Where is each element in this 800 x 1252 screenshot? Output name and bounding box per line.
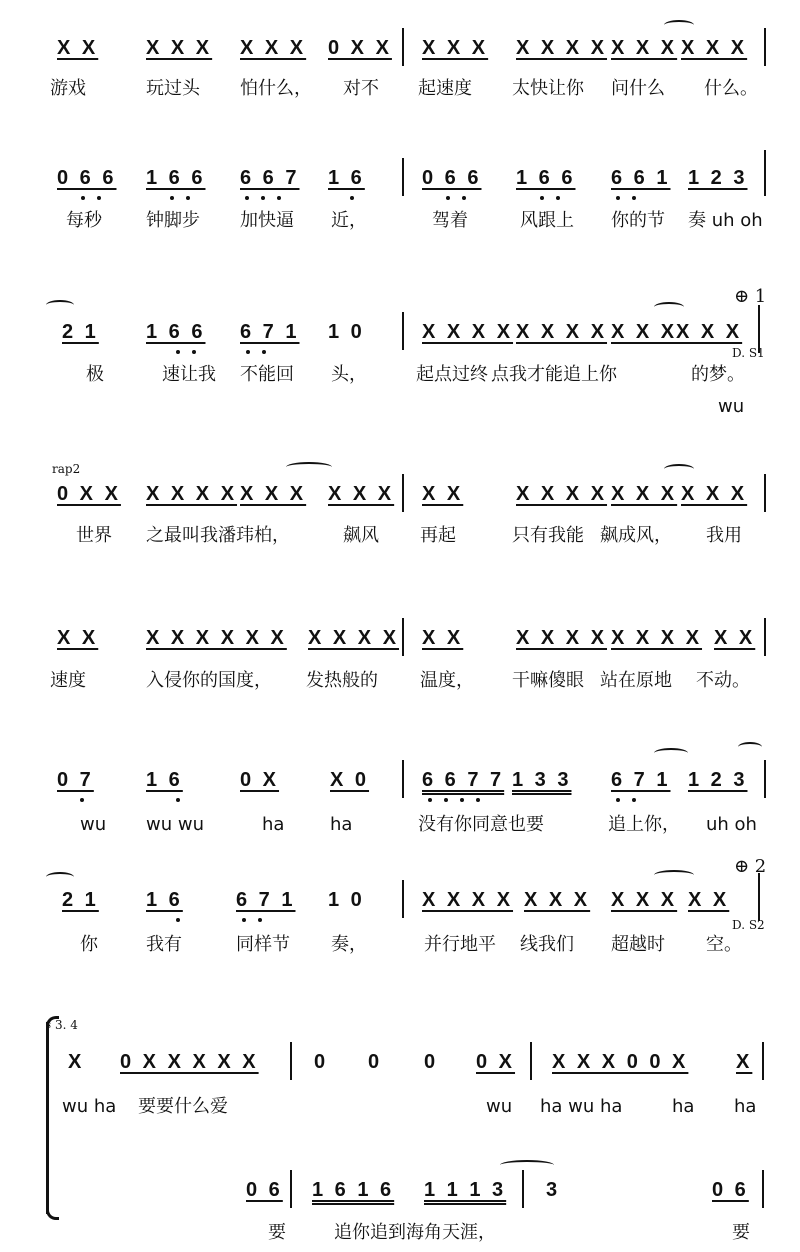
note-group: X X X X bbox=[516, 483, 608, 505]
lyric: wu bbox=[718, 396, 745, 417]
note-group: 6 7 1 bbox=[611, 769, 671, 791]
lyric: wu ha bbox=[62, 1096, 117, 1117]
note-group: 1 6 bbox=[146, 769, 183, 791]
note-group: 1 6 6 bbox=[516, 167, 576, 189]
segno-mark: 𝄋 3. 4 bbox=[46, 1018, 78, 1032]
note-group: X X X bbox=[681, 37, 748, 59]
octave-dot bbox=[632, 798, 636, 802]
lyric: 近， bbox=[331, 210, 367, 231]
octave-dot bbox=[277, 196, 281, 200]
lyric: 你 bbox=[80, 934, 98, 955]
tie-mark bbox=[46, 300, 74, 310]
note-group: X X X bbox=[422, 37, 489, 59]
note-group: 2 1 bbox=[62, 889, 99, 911]
lyric: 怕什么， bbox=[240, 78, 312, 99]
octave-dot bbox=[476, 798, 480, 802]
octave-dot bbox=[262, 350, 266, 354]
octave-dot bbox=[350, 196, 354, 200]
lyric: 发热般的 bbox=[306, 670, 378, 691]
tie-mark bbox=[654, 748, 688, 758]
bar-line bbox=[764, 150, 766, 196]
tie-mark bbox=[46, 872, 74, 882]
tie-mark bbox=[286, 462, 332, 472]
note-group: X X bbox=[688, 889, 730, 911]
note-group: 1 6 6 bbox=[146, 167, 206, 189]
note-group: 1 1 1 3 bbox=[424, 1179, 507, 1201]
note-group: X X X bbox=[146, 37, 213, 59]
note-group: 6 6 1 bbox=[611, 167, 671, 189]
note-group: 0 6 bbox=[712, 1179, 749, 1201]
tie-mark bbox=[664, 464, 694, 474]
lyric: 飙成风， bbox=[600, 525, 672, 546]
lyric: 并行地平 bbox=[424, 934, 496, 955]
note-group: 0 X X bbox=[57, 483, 121, 505]
note-group: 1 0 bbox=[328, 321, 365, 343]
octave-dot bbox=[170, 196, 174, 200]
note-group: X X X X bbox=[611, 627, 703, 649]
lyric: 只有我能 bbox=[512, 525, 584, 546]
coda-mark: ⊕ 1 bbox=[734, 286, 767, 307]
note-group: 1 6 6 bbox=[146, 321, 206, 343]
lyric: wu bbox=[80, 814, 107, 835]
tie-mark bbox=[738, 742, 762, 752]
octave-dot bbox=[186, 196, 190, 200]
note-group: X 0 bbox=[330, 769, 370, 791]
lyric: 太快让你 bbox=[512, 78, 584, 99]
lyric: 追上你， bbox=[608, 814, 680, 835]
note-group: X X X bbox=[524, 889, 591, 911]
lyric: wu wu bbox=[146, 814, 204, 835]
octave-dot bbox=[192, 350, 196, 354]
dal-segno-mark: D. S1 bbox=[732, 346, 765, 360]
note-group: X X X bbox=[611, 483, 678, 505]
tie-mark bbox=[654, 302, 684, 312]
lyric: 线我们 bbox=[520, 934, 574, 955]
note-group: X bbox=[736, 1051, 753, 1073]
lyric: 头， bbox=[331, 364, 367, 385]
note-group: X X X bbox=[681, 483, 748, 505]
lyric: 起点过终 bbox=[416, 364, 488, 385]
tie-mark bbox=[654, 870, 694, 880]
note-group: 0 X X bbox=[328, 37, 392, 59]
note-group: X X X bbox=[240, 483, 307, 505]
note-group: 1 2 3 bbox=[688, 769, 748, 791]
lyric: 玩过头 bbox=[146, 78, 200, 99]
note-group: X X X bbox=[676, 321, 743, 343]
lyric: 要 bbox=[732, 1222, 750, 1243]
octave-dot bbox=[428, 798, 432, 802]
bar-line bbox=[758, 873, 760, 921]
lyric: 温度， bbox=[420, 670, 474, 691]
octave-dot bbox=[616, 196, 620, 200]
note-group: 6 7 1 bbox=[236, 889, 296, 911]
lyric: 点我才能追上你 bbox=[491, 364, 617, 385]
lyric: 问什么 bbox=[611, 78, 665, 99]
octave-dot bbox=[81, 196, 85, 200]
lyric: 干嘛傻眼 bbox=[512, 670, 584, 691]
lyric: 的梦。 bbox=[691, 364, 745, 385]
lyric: 追你追到海角天涯， bbox=[334, 1222, 496, 1243]
lyric: ha bbox=[734, 1096, 757, 1117]
lyric: 我有 bbox=[146, 934, 182, 955]
bar-line bbox=[762, 1042, 764, 1080]
lyric: 加快逼 bbox=[240, 210, 294, 231]
bar-line bbox=[402, 28, 404, 66]
bar-line bbox=[290, 1170, 292, 1208]
lyric: 奏 uh oh bbox=[688, 210, 763, 231]
octave-dot bbox=[462, 196, 466, 200]
bar-line bbox=[764, 618, 766, 656]
note-group: 0 bbox=[314, 1051, 329, 1073]
bar-line bbox=[530, 1042, 532, 1080]
tie-mark bbox=[500, 1160, 554, 1170]
lyric: 不能回 bbox=[240, 364, 294, 385]
note-group: 6 6 7 7 bbox=[422, 769, 505, 791]
lyric: 对不 bbox=[343, 78, 379, 99]
note-group: 1 6 1 6 bbox=[312, 1179, 395, 1201]
note-group: X X X X bbox=[516, 321, 608, 343]
note-group: 6 7 1 bbox=[240, 321, 300, 343]
lyric: 再起 bbox=[420, 525, 456, 546]
note-group: X X X X bbox=[422, 321, 514, 343]
note-group: 3 bbox=[546, 1179, 561, 1201]
octave-dot bbox=[556, 196, 560, 200]
note-group: 1 0 bbox=[328, 889, 365, 911]
bar-line bbox=[402, 760, 404, 798]
lyric: 起速度 bbox=[418, 78, 472, 99]
note-group: 0 6 bbox=[246, 1179, 283, 1201]
note-group: X bbox=[68, 1051, 85, 1073]
lyric: 世界 bbox=[76, 525, 112, 546]
lyric: 速度 bbox=[50, 670, 86, 691]
bar-line bbox=[402, 880, 404, 918]
lyric: 之最叫我潘玮柏， bbox=[146, 525, 290, 546]
lyric: wu bbox=[486, 1096, 513, 1117]
lyric: 驾着 bbox=[432, 210, 468, 231]
system-bracket bbox=[46, 1022, 57, 1214]
lyric: ha bbox=[672, 1096, 695, 1117]
lyric: ha bbox=[262, 814, 285, 835]
dal-segno-mark: D. S2 bbox=[732, 918, 765, 932]
octave-dot bbox=[540, 196, 544, 200]
note-group: X X X bbox=[240, 37, 307, 59]
lyric: 飙风 bbox=[343, 525, 379, 546]
note-group: X X X bbox=[611, 321, 678, 343]
octave-dot bbox=[261, 196, 265, 200]
note-group: 0 bbox=[424, 1051, 439, 1073]
note-group: X X X X bbox=[516, 627, 608, 649]
lyric: 每秒 bbox=[66, 210, 102, 231]
note-group: X X bbox=[57, 37, 99, 59]
bar-line bbox=[290, 1042, 292, 1080]
note-group: X X bbox=[422, 627, 464, 649]
bar-line bbox=[402, 474, 404, 512]
rap-mark: rap2 bbox=[52, 462, 81, 476]
lyric: 要要什么爱 bbox=[138, 1096, 228, 1117]
note-group: 0 X X X X X bbox=[120, 1051, 259, 1073]
lyric: 风跟上 bbox=[520, 210, 574, 231]
lyric: 同样节 bbox=[236, 934, 290, 955]
note-group: X X bbox=[422, 483, 464, 505]
note-group: X X X bbox=[611, 889, 678, 911]
lyric: 空。 bbox=[706, 934, 742, 955]
lyric: 极 bbox=[86, 364, 104, 385]
note-group: X X X X bbox=[516, 37, 608, 59]
octave-dot bbox=[632, 196, 636, 200]
note-group: 0 6 6 bbox=[57, 167, 117, 189]
octave-dot bbox=[242, 918, 246, 922]
lyric: 我用 bbox=[706, 525, 742, 546]
lyric: 没有你同意也要 bbox=[418, 814, 544, 835]
octave-dot bbox=[446, 196, 450, 200]
coda-mark: ⊕ 2 bbox=[734, 856, 767, 877]
note-group: X X X X bbox=[146, 483, 238, 505]
lyric: 站在原地 bbox=[600, 670, 672, 691]
bar-line bbox=[764, 474, 766, 512]
lyric: 你的节 bbox=[611, 210, 665, 231]
bar-line bbox=[762, 1170, 764, 1208]
note-group: 0 bbox=[368, 1051, 383, 1073]
lyric: 钟脚步 bbox=[146, 210, 200, 231]
octave-dot bbox=[80, 798, 84, 802]
bar-line bbox=[402, 618, 404, 656]
octave-dot bbox=[97, 196, 101, 200]
lyric: 要 bbox=[268, 1222, 286, 1243]
bar-line bbox=[764, 760, 766, 798]
note-group: 1 6 bbox=[146, 889, 183, 911]
lyric: 游戏 bbox=[50, 78, 86, 99]
note-group: 1 6 bbox=[328, 167, 365, 189]
lyric: uh oh bbox=[706, 814, 757, 835]
lyric: 超越时 bbox=[611, 934, 665, 955]
note-group: X X bbox=[714, 627, 756, 649]
note-group: 0 X bbox=[240, 769, 280, 791]
octave-dot bbox=[245, 196, 249, 200]
octave-dot bbox=[246, 350, 250, 354]
lyric: 入侵你的国度， bbox=[146, 670, 272, 691]
octave-dot bbox=[258, 918, 262, 922]
lyric: 速让我 bbox=[162, 364, 216, 385]
note-group: 1 3 3 bbox=[512, 769, 572, 791]
bar-line bbox=[522, 1170, 524, 1208]
note-group: X X X X bbox=[422, 889, 514, 911]
bar-line bbox=[402, 158, 404, 196]
lyric: ha bbox=[330, 814, 353, 835]
bar-line bbox=[402, 312, 404, 350]
lyric: 不动。 bbox=[696, 670, 750, 691]
lyric: 什么。 bbox=[704, 78, 758, 99]
note-group: X X bbox=[57, 627, 99, 649]
bar-line bbox=[764, 28, 766, 66]
note-group: X X X X bbox=[308, 627, 400, 649]
octave-dot bbox=[176, 918, 180, 922]
note-group: X X X bbox=[328, 483, 395, 505]
octave-dot bbox=[176, 798, 180, 802]
lyric: 奏， bbox=[331, 934, 367, 955]
note-group: X X X 0 0 X bbox=[552, 1051, 689, 1073]
octave-dot bbox=[460, 798, 464, 802]
note-group: 0 6 6 bbox=[422, 167, 482, 189]
note-group: 0 7 bbox=[57, 769, 94, 791]
tie-mark bbox=[664, 20, 694, 30]
octave-dot bbox=[444, 798, 448, 802]
lyric: ha wu ha bbox=[540, 1096, 623, 1117]
octave-dot bbox=[616, 798, 620, 802]
octave-dot bbox=[176, 350, 180, 354]
note-group: 6 6 7 bbox=[240, 167, 300, 189]
note-group: 2 1 bbox=[62, 321, 99, 343]
note-group: 0 X bbox=[476, 1051, 516, 1073]
note-group: X X X X X X bbox=[146, 627, 287, 649]
note-group: 1 2 3 bbox=[688, 167, 748, 189]
note-group: X X X bbox=[611, 37, 678, 59]
